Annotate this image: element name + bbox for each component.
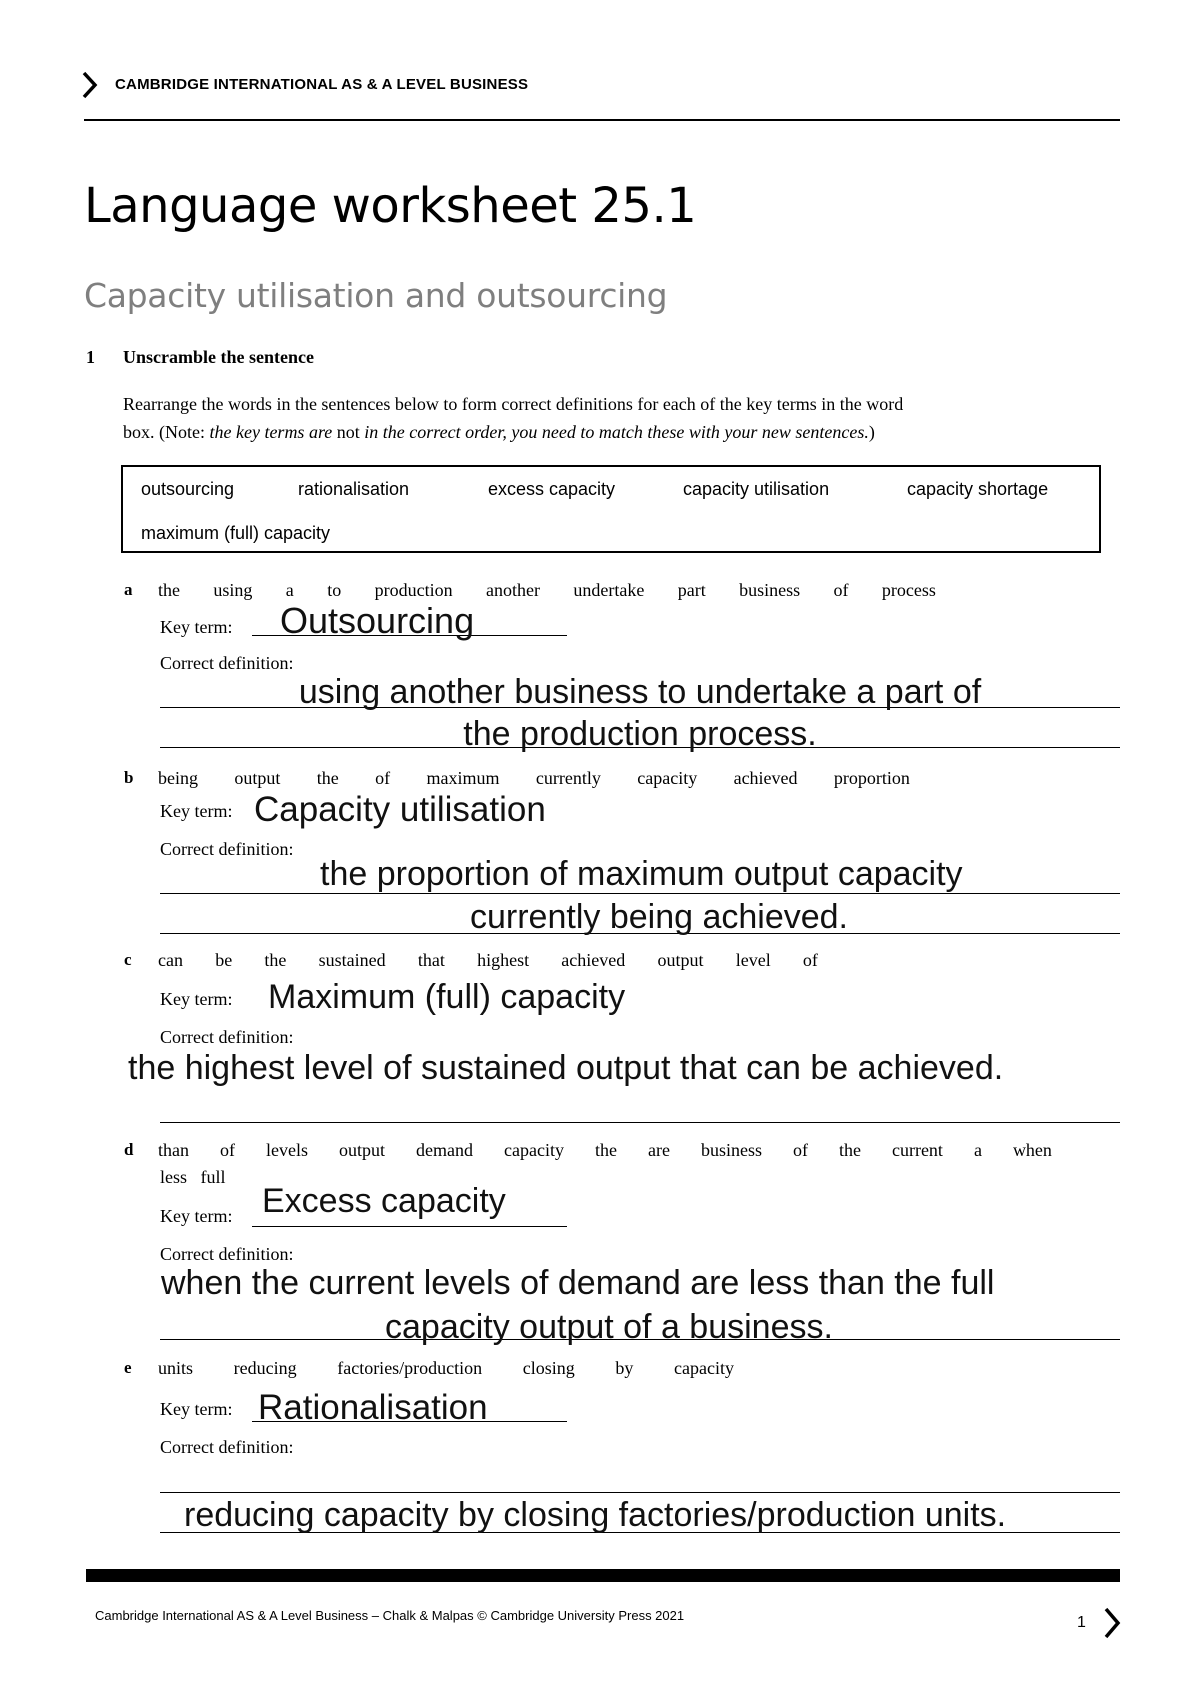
page-title: Language worksheet 25.1	[84, 178, 697, 234]
definition-label: Correct definition:	[160, 653, 294, 673]
item-letter: c	[124, 950, 132, 969]
definition-label: Correct definition:	[160, 1244, 294, 1264]
page-number: 1	[1077, 1614, 1086, 1631]
definition-label: Correct definition:	[160, 1027, 294, 1047]
header-title: CAMBRIDGE INTERNATIONAL AS & A LEVEL BUSINESS	[115, 76, 529, 93]
scrambled-words: the using a to production another undertake part business of process	[158, 580, 936, 600]
key-term-label: Key term:	[160, 1399, 233, 1419]
question-instructions: Rearrange the words in the sentences below to form correct definitions for each of the key terms in the word box. (Note: the key terms are not in the correct order, you need to match these with your new sentences.)	[123, 394, 904, 442]
key-term-label: Key term:	[160, 989, 233, 1009]
definition-answer: currently being achieved.	[470, 898, 849, 936]
word-box-term: maximum (full) capacity	[141, 523, 331, 543]
item-letter: b	[124, 768, 134, 787]
definition-label: Correct definition:	[160, 839, 294, 859]
definition-answer: the highest level of sustained output that can be achieved.	[128, 1049, 1004, 1087]
header-rule	[84, 119, 1120, 121]
key-term-label: Key term:	[160, 617, 233, 637]
key-term-label: Key term:	[160, 801, 233, 821]
definition-answer: the proportion of maximum output capacity	[320, 855, 963, 893]
word-box-term: capacity utilisation	[683, 479, 830, 499]
item-letter: e	[124, 1358, 132, 1377]
footer-copyright: Cambridge International AS & A Level Business – Chalk & Malpas © Cambridge University Press 2021	[95, 1608, 685, 1623]
scrambled-words-continued: less full	[160, 1167, 226, 1187]
chevron-right-icon	[1102, 1606, 1122, 1640]
definition-answer: when the current levels of demand are less than the full	[161, 1264, 995, 1302]
key-term-answer: Maximum (full) capacity	[268, 978, 626, 1016]
scrambled-words: can be the sustained that highest achieved output level of	[158, 950, 818, 970]
page-subtitle: Capacity utilisation and outsourcing	[84, 276, 668, 315]
chevron-right-icon	[80, 70, 100, 100]
word-box-term: excess capacity	[488, 479, 616, 499]
word-box-term: capacity shortage	[907, 479, 1049, 499]
question-title: Unscramble the sentence	[123, 347, 314, 367]
definition-answer: reducing capacity by closing factories/production units.	[184, 1496, 1007, 1534]
scrambled-words: units reducing factories/production closing by capacity	[158, 1358, 734, 1378]
key-term-answer: Excess capacity	[262, 1182, 506, 1220]
key-term-answer: Rationalisation	[258, 1388, 488, 1427]
item-letter: d	[124, 1140, 134, 1159]
word-box	[121, 465, 1101, 553]
word-box-term: outsourcing	[141, 479, 235, 499]
scrambled-words: being output the of maximum currently capacity achieved proportion	[158, 768, 910, 788]
answer-line	[160, 1122, 1120, 1123]
definition-answer: using another business to undertake a part of	[298, 673, 982, 711]
scrambled-words: than of levels output demand capacity the are business of the current a when	[158, 1140, 1052, 1160]
item-letter: a	[124, 580, 133, 599]
definition-answer: the production process.	[463, 715, 817, 753]
definition-label: Correct definition:	[160, 1437, 294, 1457]
word-box-term: rationalisation	[298, 479, 410, 499]
answer-line	[252, 1226, 567, 1227]
key-term-answer: Capacity utilisation	[254, 790, 546, 829]
answer-line	[160, 1492, 1120, 1493]
question-number: 1	[86, 347, 95, 367]
key-term-answer: Outsourcing	[280, 600, 475, 641]
definition-answer: capacity output of a business.	[385, 1308, 833, 1346]
footer-rule	[86, 1569, 1120, 1582]
key-term-label: Key term:	[160, 1206, 233, 1226]
